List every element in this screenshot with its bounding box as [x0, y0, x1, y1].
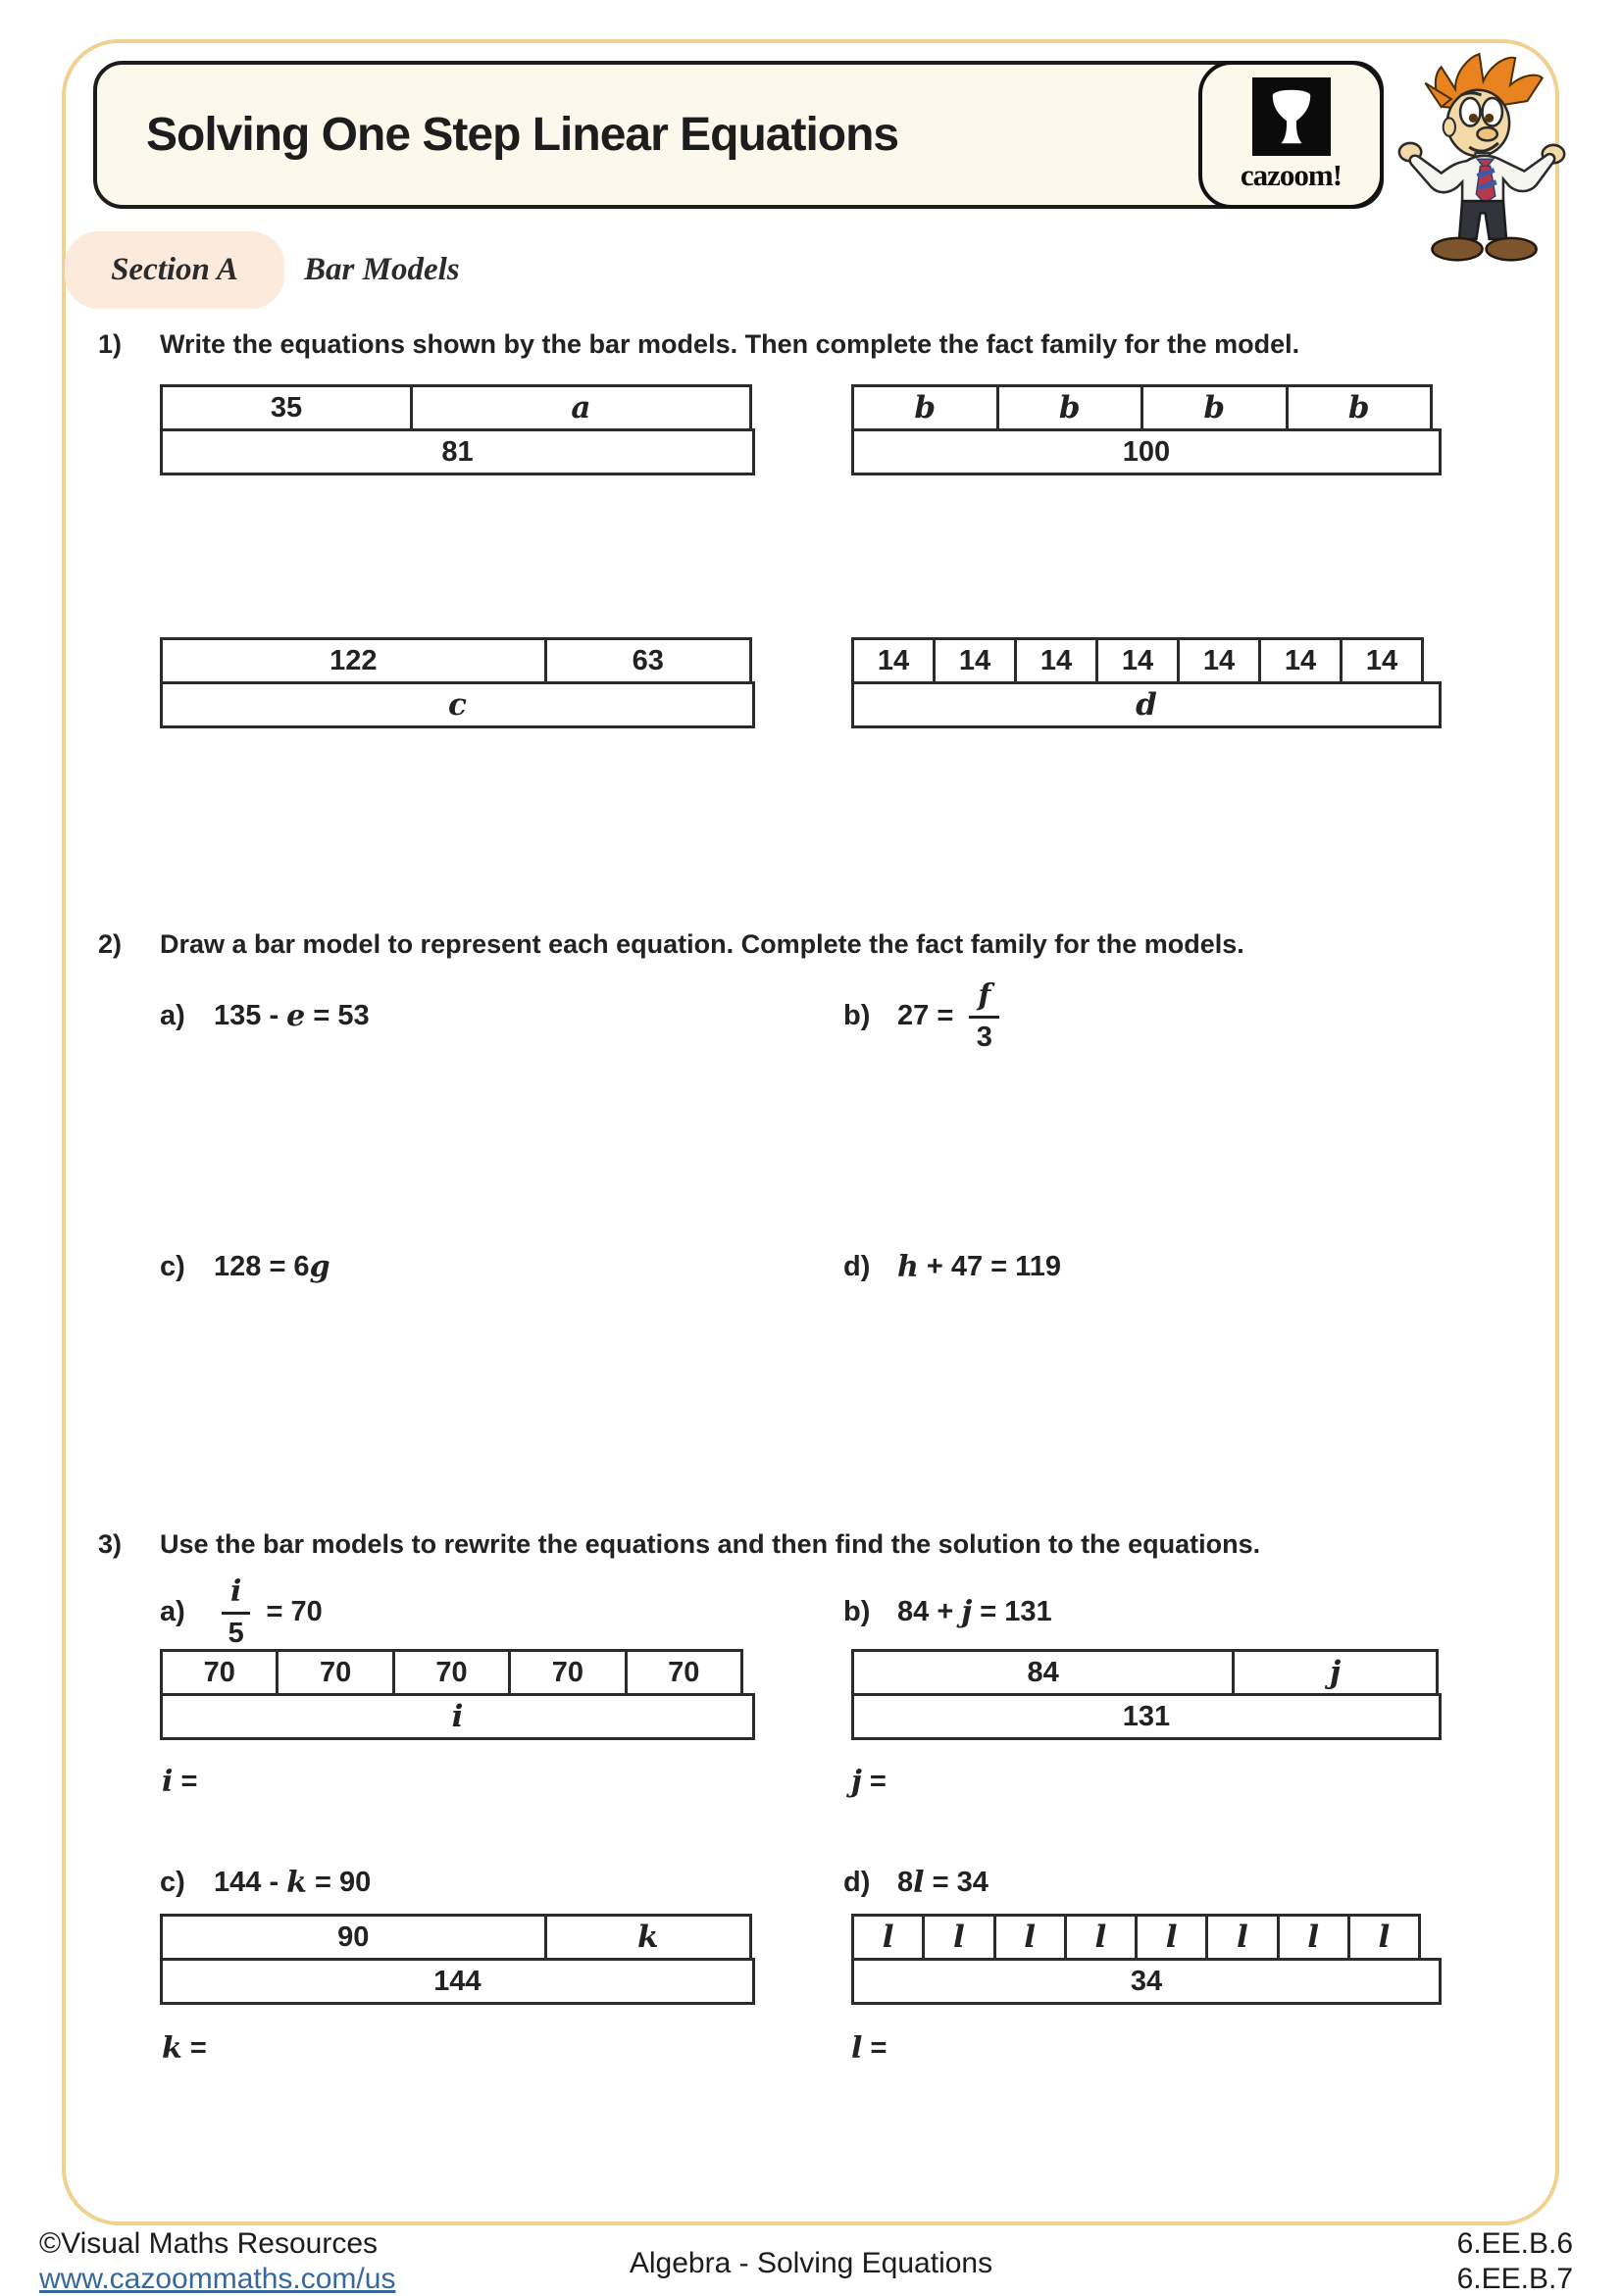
equation-q2a: a) 135 - e = 53	[160, 998, 370, 1033]
bar-model-cell	[1232, 1649, 1439, 1696]
equation-q3c: c) 144 - k = 90	[160, 1865, 372, 1900]
bar-model-cell	[276, 1649, 394, 1696]
bar-model-cell-value: b	[1347, 390, 1370, 425]
bar-model-cell-value: 14	[877, 644, 910, 676]
bar-model-cell-value: 70	[435, 1656, 468, 1688]
variable-i: i	[222, 1575, 250, 1615]
bar-model-total-cell	[160, 681, 755, 728]
question-1-header	[98, 329, 1549, 360]
bar-model-cell-value: 14	[1284, 644, 1317, 676]
question-2-header	[98, 929, 1549, 960]
bar-model-cell-value: l	[882, 1920, 894, 1955]
bar-model-cell-value: 14	[1365, 644, 1398, 676]
bar-model-cell-value: 34	[1130, 1965, 1163, 1997]
bar-model-cell	[851, 1914, 925, 1961]
bar-model-total-cell	[160, 428, 755, 475]
bar-model-cell	[1277, 1914, 1350, 1961]
bar-model-cell	[160, 637, 547, 684]
bar-model-bottom-row	[160, 1958, 755, 2005]
bar-model-cell	[160, 1914, 547, 1961]
bar-model-cell	[996, 384, 1144, 431]
bar-model-cell-value: b	[914, 390, 937, 425]
bar-model-cell	[392, 1649, 511, 1696]
bar-model-top-row	[160, 1649, 755, 1696]
bar-model-bottom-row	[160, 1693, 755, 1740]
equation-q2d: d) h + 47 = 119	[843, 1249, 1061, 1284]
bar-model-cell	[851, 384, 999, 431]
bar-model-top-row	[160, 1914, 755, 1961]
bar-model-cell	[544, 637, 752, 684]
variable-e: e	[286, 998, 306, 1033]
bar-model-cell	[410, 384, 752, 431]
bar-model-bottom-row	[851, 1693, 1442, 1740]
bar-model-cell	[1095, 637, 1180, 684]
bar-model-cell-value: 84	[1027, 1656, 1059, 1688]
bar-model-cell	[993, 1914, 1067, 1961]
bar-model-top-row	[851, 637, 1442, 684]
bar-model-bottom-row	[851, 1958, 1442, 2005]
bar-model-top-row	[851, 384, 1442, 431]
bar-model-cell	[1347, 1914, 1421, 1961]
bar-model-q3b	[851, 1649, 1442, 1740]
bar-model-cell-value: 70	[203, 1656, 235, 1688]
bar-model-cell	[1014, 637, 1098, 684]
bar-model-q1c	[160, 637, 755, 728]
variable-j: j	[961, 1594, 973, 1629]
equation-q2c: c) 128 = 6 g	[160, 1249, 330, 1284]
bar-model-cell-value: 35	[270, 391, 303, 424]
bar-model-q3a	[160, 1649, 755, 1740]
question-2-number: 2)	[98, 929, 123, 959]
bar-model-q1b	[851, 384, 1442, 475]
bar-model-cell-value: l	[1094, 1920, 1107, 1955]
variable-h: h	[897, 1249, 919, 1284]
equation-q3a: a) $\frac{i}{5}$ = 70	[160, 1574, 323, 1649]
bar-model-cell	[625, 1649, 743, 1696]
bar-model-cell-value: l	[1236, 1920, 1248, 1955]
bar-model-cell	[1140, 384, 1289, 431]
bar-model-bottom-row	[851, 428, 1442, 475]
bar-model-cell-value: 70	[319, 1656, 352, 1688]
bar-model-top-row	[160, 384, 755, 431]
bar-model-cell-value: i	[451, 1699, 464, 1734]
equation-q3b: b) 84 + j = 131	[843, 1594, 1052, 1629]
bar-model-cell	[851, 637, 936, 684]
bar-model-cell-value: l	[1307, 1920, 1320, 1955]
bar-model-total-cell	[851, 1958, 1442, 2005]
bar-model-cell-value: b	[1203, 390, 1226, 425]
bar-model-cell-value: a	[571, 390, 591, 425]
bar-model-cell	[508, 1649, 627, 1696]
fraction-f-over-3: $\frac{f}{3}$	[969, 979, 999, 1052]
bar-model-cell	[922, 1914, 995, 1961]
question-3-header	[98, 1529, 1549, 1560]
equation-q2b: b) 27 = $\frac{f}{3}$	[843, 971, 1007, 1061]
bar-model-cell	[1135, 1914, 1208, 1961]
bar-model-cell-value: l	[1378, 1920, 1391, 1955]
bar-model-q3c	[160, 1914, 755, 2005]
bar-model-cell	[1177, 637, 1261, 684]
answer-line-k: k =	[162, 2031, 207, 2066]
bar-model-cell-value: 81	[441, 435, 474, 468]
page-title: Solving One Step Linear Equations	[146, 109, 899, 161]
bar-model-cell-value: d	[1136, 687, 1157, 723]
answer-line-l: l =	[851, 2031, 887, 2066]
bar-model-cell	[1258, 637, 1343, 684]
bar-model-cell	[1286, 384, 1434, 431]
bar-model-cell	[160, 1649, 279, 1696]
bar-model-q1a	[160, 384, 755, 475]
bar-model-top-row	[160, 637, 755, 684]
bar-model-cell-value: 122	[329, 644, 378, 676]
brand-text: cazoom!	[1240, 157, 1343, 192]
question-2-text: Draw a bar model to represent each equation. Complete the fact family for the models.	[160, 929, 1244, 959]
bar-model-bottom-row	[851, 681, 1442, 728]
bar-model-cell-value: l	[1024, 1920, 1037, 1955]
bar-model-cell	[1205, 1914, 1279, 1961]
bar-model-cell-value: b	[1058, 390, 1081, 425]
footer-copyright: ©Visual Maths Resources	[39, 2227, 379, 2260]
footer-series-title: Algebra - Solving Equations	[629, 2247, 993, 2279]
section-name: Bar Models	[304, 252, 460, 287]
variable-f: f	[969, 979, 999, 1019]
bar-model-cell-value: c	[448, 687, 467, 723]
bar-model-cell-value: 14	[958, 644, 991, 676]
bar-model-cell	[544, 1914, 752, 1961]
bar-model-cell-value: k	[637, 1920, 659, 1955]
bar-model-q1d	[851, 637, 1442, 728]
mascot-character-illustration	[1381, 49, 1582, 294]
bar-model-cell	[851, 1649, 1235, 1696]
answer-line-j: j =	[851, 1765, 887, 1799]
bar-model-cell-value: 100	[1122, 435, 1171, 468]
footer-standard-code-1: 6.EE.B.6	[1456, 2227, 1573, 2260]
bar-model-cell-value: 90	[337, 1921, 370, 1953]
equation-q3d: d) 8 l = 34	[843, 1865, 988, 1900]
bar-model-cell-value: 144	[433, 1965, 482, 1997]
bar-model-total-cell	[160, 1693, 755, 1740]
bar-model-cell	[933, 637, 1017, 684]
answer-line-i: i =	[162, 1765, 198, 1799]
bar-model-cell-value: 70	[668, 1656, 700, 1688]
bar-model-cell	[160, 384, 413, 431]
bar-model-cell	[1340, 637, 1424, 684]
bar-model-cell-value: j	[1330, 1655, 1342, 1690]
question-3-number: 3)	[98, 1529, 123, 1559]
section-label: Section A	[111, 252, 238, 287]
title-box	[93, 61, 1384, 209]
bar-model-cell-value: 131	[1122, 1700, 1171, 1732]
bar-model-cell-value: 70	[551, 1656, 583, 1688]
bar-model-total-cell	[851, 428, 1442, 475]
question-1-text: Write the equations shown by the bar models. Then complete the fact family for the model.	[160, 329, 1300, 359]
cazoom-logo-box	[1198, 61, 1384, 209]
bar-model-cell-value: 14	[1202, 644, 1236, 676]
bar-model-total-cell	[851, 1693, 1442, 1740]
bar-model-top-row	[851, 1649, 1442, 1696]
bar-model-top-row	[851, 1914, 1442, 1961]
djembe-drum-icon	[1252, 77, 1331, 156]
bar-model-cell-value: 63	[632, 644, 664, 676]
bar-model-q3d	[851, 1914, 1442, 2005]
variable-g: g	[309, 1249, 330, 1284]
bar-model-bottom-row	[160, 681, 755, 728]
bar-model-cell-value: l	[1165, 1920, 1178, 1955]
question-3-text: Use the bar models to rewrite the equations and then find the solution to the equations.	[160, 1529, 1261, 1559]
footer-website-link[interactable]: www.cazoommaths.com/us	[39, 2263, 396, 2295]
question-1-number: 1)	[98, 329, 123, 359]
bar-model-cell-value: l	[952, 1920, 965, 1955]
footer-standard-code-2: 6.EE.B.7	[1456, 2263, 1573, 2295]
bar-model-bottom-row	[160, 428, 755, 475]
bar-model-cell-value: 14	[1039, 644, 1073, 676]
bar-model-cell-value: 14	[1121, 644, 1154, 676]
variable-l: l	[913, 1865, 925, 1900]
bar-model-total-cell	[160, 1958, 755, 2005]
mascot-icon	[1381, 49, 1582, 294]
variable-k: k	[286, 1865, 307, 1900]
section-pill	[65, 231, 284, 309]
fraction-i-over-5: $\frac{i}{5}$	[222, 1575, 250, 1648]
bar-model-total-cell	[851, 681, 1442, 728]
bar-model-cell	[1064, 1914, 1138, 1961]
